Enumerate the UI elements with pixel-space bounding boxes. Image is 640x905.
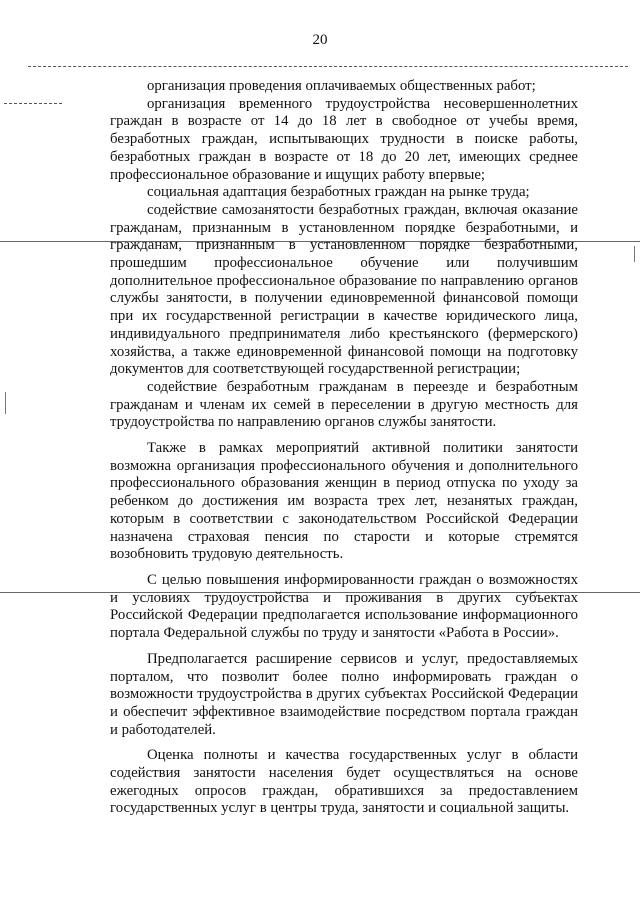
scan-mark-top-rule (28, 66, 628, 67)
list-item: социальная адаптация безработных граждан на рынке труда; (147, 184, 530, 201)
scan-mark-vertical (5, 392, 6, 414)
document-body (110, 78, 578, 818)
list-item: организация проведения оплачиваемых общественных работ; (147, 78, 536, 94)
paragraph: Также в рамках мероприятий активной политики занятости возможна организация профессионального обучения и дополнительного профессионального образования женщин в период отпуска по уходу за ребенком до достижения им возраста трех лет, незанятых граждан, которым в соответствии с законодательством Российской Федерации назначена страховая пенсия по старости и которые стремятся возобновить трудовую деятельность. (110, 440, 578, 563)
scan-mark-vertical-2 (634, 246, 635, 262)
list-item: организация временного трудоустройства несовершеннолетних граждан в возрасте от 14 до 18 лет в свободное от учебы время, безработных граждан, испытывающих трудности в поиске работы, безработных граждан в возрасте от 18 до 20 лет, имеющих среднее профессиональное образование и ищущих работу впервые; (110, 95, 578, 183)
page-number: 20 (312, 32, 328, 48)
list-item: содействие самозанятости безработных граждан, включая оказание гражданам, признанным в установленном порядке безработными, и гражданам, признанным в установленном порядке безработными, прошедшим профессиональное обучение или получившим дополнительное профессиональное образование по направлению органов службы занятости, в получении единовременной финансовой помощи при их государственной регистрации в качестве юридического лица, индивидуального предпринимателя либо крестьянского (фермерского) хозяйства, а также единовременной финансовой помощи на подготовку документов для соответствующей государственной регистрации; (110, 201, 578, 378)
paragraph: Оценка полноты и качества государственных услуг в области содействия занятости населения будет осуществляться на основе ежегодных опросов граждан, обратившихся за предоставлением государственных услуг в центры труда, занятости и социальной защиты. (110, 747, 578, 817)
paragraph: С целью повышения информированности граждан о возможностях и условиях трудоустройства и проживания в других субъектах Российской Федерации предполагается использование информационного портала Федеральной службы по труду и занятости «Работа в России». (110, 571, 578, 642)
scan-mark-left-dash (4, 103, 62, 104)
paragraph: Предполагается расширение сервисов и услуг, предоставляемых порталом, что позволит более полно информировать граждан о возможности трудоустройства в других субъектах Российской Федерации и обеспечит эффективное взаимодействие посредством портала граждан и работодателей. (110, 650, 578, 738)
list-item: содействие безработным гражданам в переезде и безработным гражданам и членам их семей в переселении в другую местность для трудоустройства по направлению органов службы занятости. (110, 378, 578, 431)
